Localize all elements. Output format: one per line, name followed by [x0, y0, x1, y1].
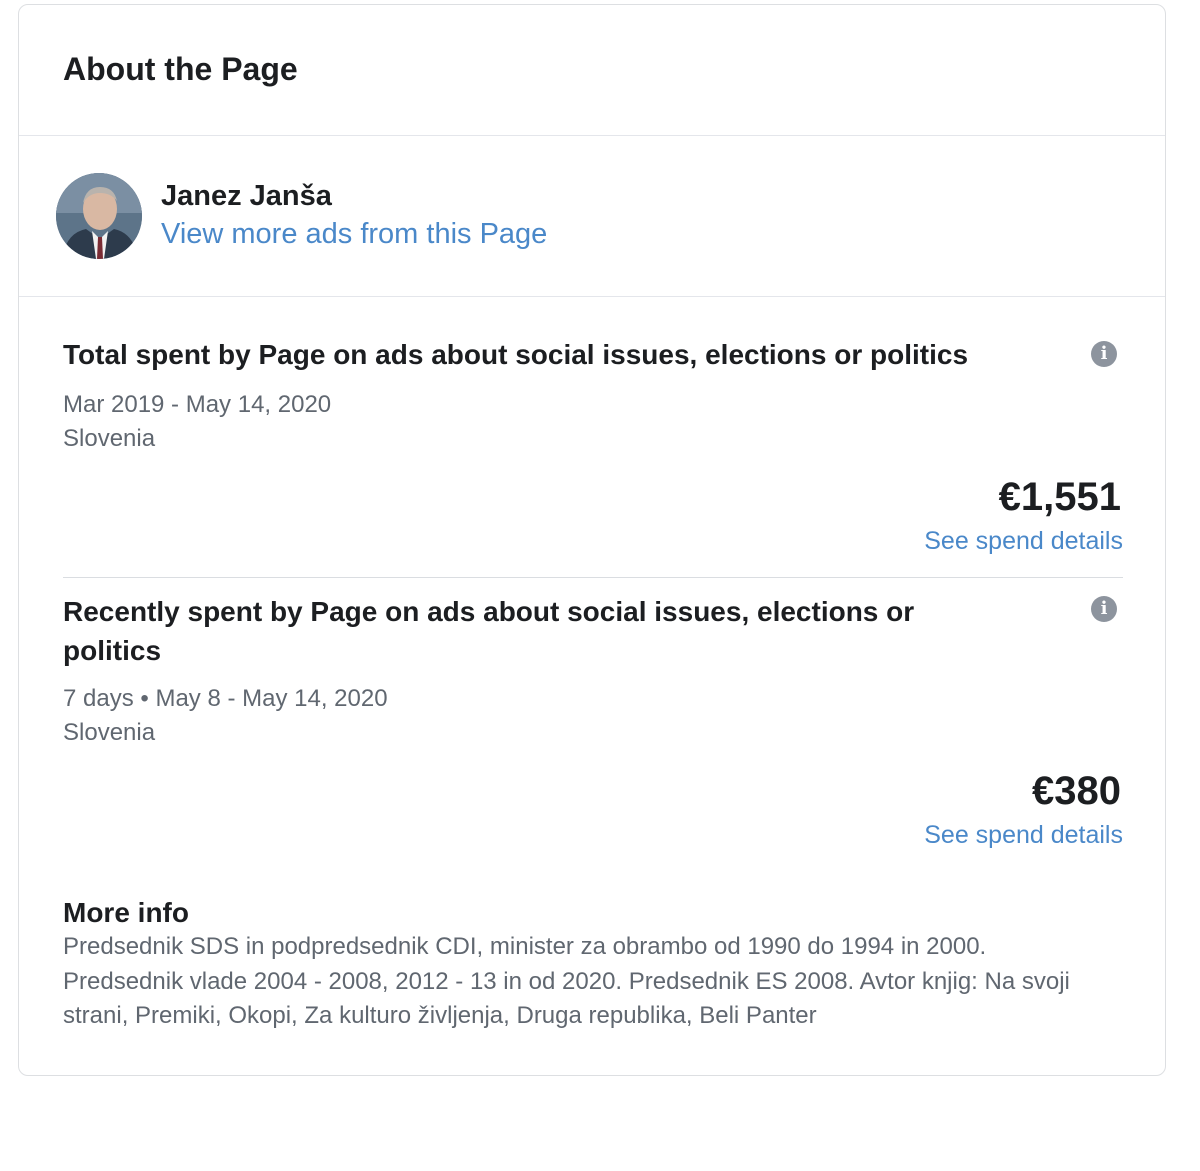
total-spent-amount: €1,551: [998, 475, 1121, 519]
more-info-text: Predsednik SDS in podpredsednik CDI, minister za obrambo od 1990 do 1994 in 2000. Predsednik vlade 2004 - 2008, 2012 - 13 in od 2020. Predsednik ES 2008. Avtor knjig: Na svoji strani, Premiki, Okopi, Za kulturo življenja, Druga republika, Beli Panter: [63, 933, 1070, 1029]
section-divider: [63, 577, 1123, 578]
avatar[interactable]: [56, 173, 142, 259]
page-identity-row: [19, 136, 1165, 297]
card-title: About the Page: [63, 51, 298, 87]
recent-spent-amount: €380: [1032, 769, 1121, 813]
recent-spent-region: Slovenia: [63, 719, 156, 746]
total-spent-region: Slovenia: [63, 425, 156, 452]
about-page-card: [18, 4, 1166, 1076]
view-more-ads-link[interactable]: View more ads from this Page: [161, 218, 548, 250]
total-spend-details-link[interactable]: See spend details: [924, 527, 1123, 555]
recent-spent-title: Recently spent by Page on ads about social issues, elections or politics: [63, 596, 915, 666]
total-spent-title: Total spent by Page on ads about social issues, elections or politics: [63, 339, 969, 370]
recent-spend-details-link[interactable]: See spend details: [924, 821, 1123, 849]
card-header: [19, 5, 1165, 136]
total-spent-date-range: Mar 2019 - May 14, 2020: [63, 391, 332, 418]
info-icon[interactable]: i: [1091, 596, 1117, 622]
info-icon[interactable]: i: [1091, 341, 1117, 367]
avatar-photo: [56, 173, 142, 259]
recent-spent-date-range: 7 days • May 8 - May 14, 2020: [63, 685, 388, 712]
page-name[interactable]: Janez Janša: [161, 180, 332, 212]
more-info-title: More info: [63, 897, 189, 928]
